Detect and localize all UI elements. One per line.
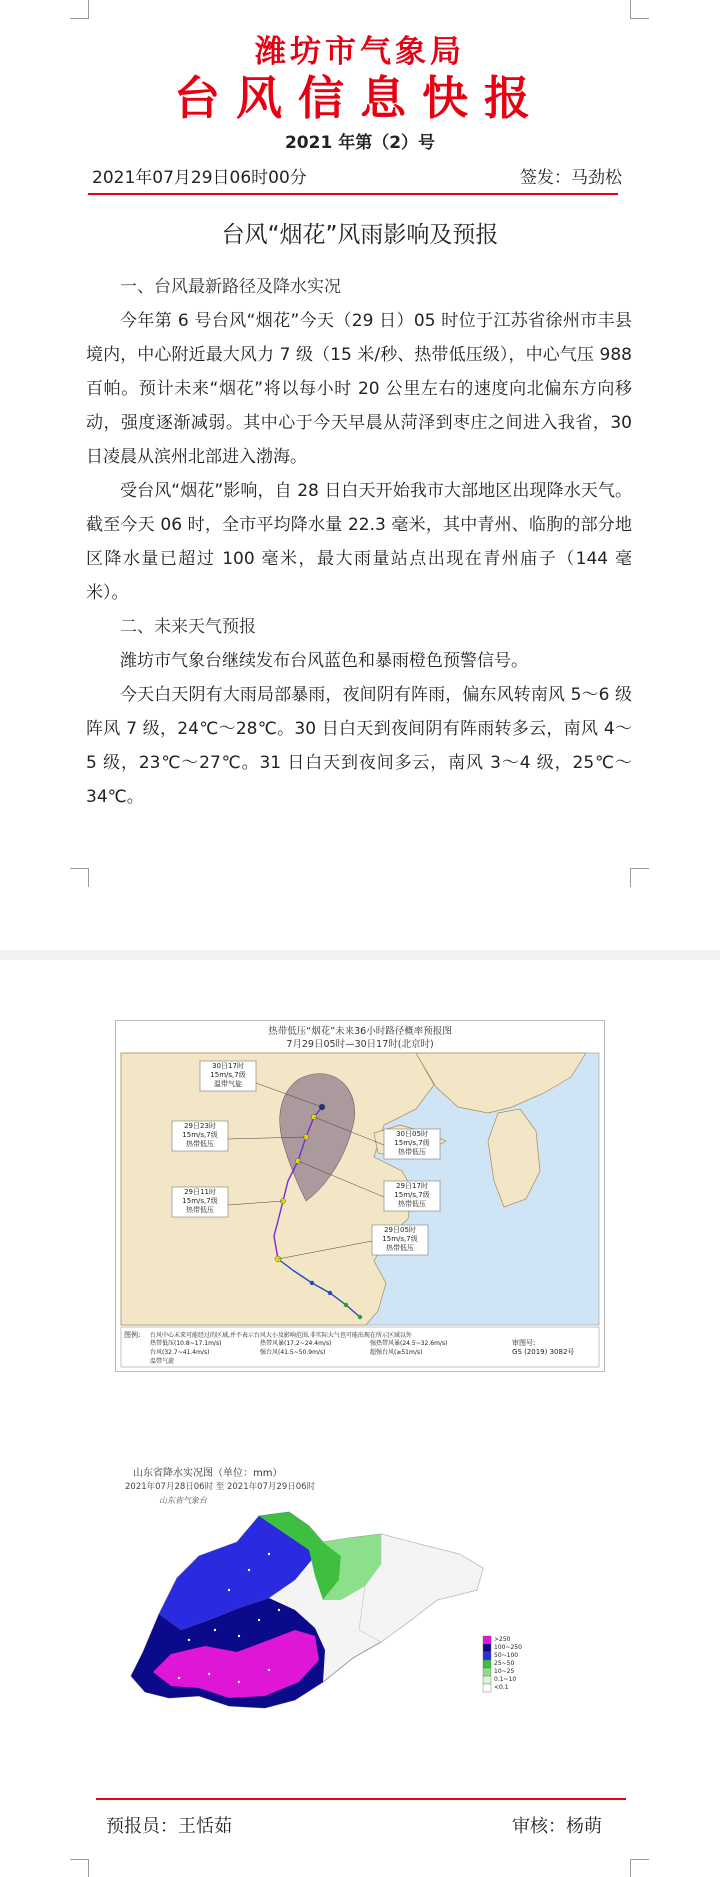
track-label: 29日11时 15m/s,7级 热带低压 [182,1188,218,1214]
legend-item: 热带风暴(17.2~24.4m/s) [260,1340,332,1347]
issue-datetime: 2021年07月29日06时00分 [92,168,307,188]
legend-item: 台风(32.7~41.4m/s) [150,1349,210,1356]
legend-item: 强台风(41.5~50.9m/s) [260,1349,326,1356]
typhoon-track-map [115,1020,605,1372]
crop-mark [630,0,649,19]
legend-item: 强热带风暴(24.5~32.6m/s) [370,1340,448,1347]
bulletin-title: 台风信息快报 [174,71,546,125]
legend-item: 超强台风(≥51m/s) [370,1349,423,1356]
track-label: 29日05时 15m/s,7级 热带低压 [382,1226,418,1252]
agency-name: 潍坊市气象局 [255,34,465,70]
track-label: 30日17时 15m/s,7级 温带气旋 [210,1062,246,1088]
paragraph: 潍坊市气象台继续发布台风蓝色和暴雨橙色预警信号。 [120,651,528,671]
paragraph: 今年第 6 号台风“烟花”今天（29 日）05 时位于江苏省徐州市丰县境内，中心附近最大风力 7 级（15 米/秒、热带低压级），中心气压 988 百帕。预计未来“烟花”将以每小时 20 公里左右的速度向北偏东方向移动，强度逐渐减弱。其中心于今天早晨从菏泽到枣庄之间进入我省，30 日凌晨从滨州北部进入渤海。 [86,311,632,467]
crop-mark [70,0,89,19]
forecaster: 预报员：王恬茹 [106,1816,232,1837]
track-map-title: 热带低压“烟花”未来36小时路径概率预报图 [268,1026,452,1037]
crop-mark [70,1859,89,1877]
paragraph: 今天白天阴有大雨局部暴雨，夜间阴有阵雨，偏东风转南风 5～6 级阵风 7 级，24℃～28℃。30 日白天到夜间阴有阵雨转多云，南风 4～5 级，23℃～27℃。31 日白天到夜间多云，南风 3～4 级，25℃～34℃。 [86,685,632,807]
map-approval-number: 审图号: GS (2019) 3082号 [512,1339,575,1356]
footer-divider [96,1798,626,1800]
crop-mark [630,1859,649,1877]
header-divider [88,193,618,195]
track-label: 30日05时 15m/s,7级 热带低压 [394,1130,430,1156]
legend-items [150,1339,490,1366]
legend-description: 台风中心未来可能经过的区域,并不表示台风大小及影响范围,非实际大气也可能出现在所示区域以外 [150,1332,412,1339]
section-heading: 一、台风最新路径及降水实况 [120,277,341,297]
rainfall-map [119,1460,593,1720]
track-label: 29日23时 15m/s,7级 热带低压 [182,1122,218,1148]
document-body [86,270,632,814]
crop-mark [630,868,649,887]
rainfall-map-source: 山东省气象台 [159,1496,207,1505]
legend-item: 热带低压(10.8~17.1m/s) [150,1340,222,1347]
legend-item: 温带气旋 [150,1358,175,1365]
paragraph: 受台风“烟花”影响，自 28 日白天开始我市大部地区出现降水天气。截至今天 06 时，全市平均降水量 22.3 毫米，其中青州、临朐的部分地区降水量已超过 100 毫米，最大雨量站点出现在青州庙子（144 毫米）。 [86,481,632,603]
signer: 签发：马劲松 [520,168,622,188]
rainfall-map-title: 山东省降水实况图（单位：mm） [133,1468,283,1479]
bulletin-page-2 [0,960,720,1877]
rain-legend-swatches [483,1636,491,1692]
reviewer: 审核：杨萌 [512,1816,602,1837]
section-heading: 二、未来天气预报 [120,617,256,637]
rainfall-map-period: 2021年07月28日06时 至 2021年07月29日06时 [125,1482,316,1492]
legend-title: 图例: [124,1331,141,1339]
document-title: 台风“烟花”风雨影响及预报 [221,222,499,248]
crop-mark [70,868,89,887]
rain-legend-labels: >250 100~250 50~100 25~50 10~25 0.1~10 <0.1 [494,1636,522,1691]
track-label: 29日17时 15m/s,7级 热带低压 [394,1182,430,1208]
track-map-subtitle: 7月29日05时—30日17时(北京时) [286,1039,434,1050]
issue-number: 2021 年第（2）号 [284,133,436,153]
